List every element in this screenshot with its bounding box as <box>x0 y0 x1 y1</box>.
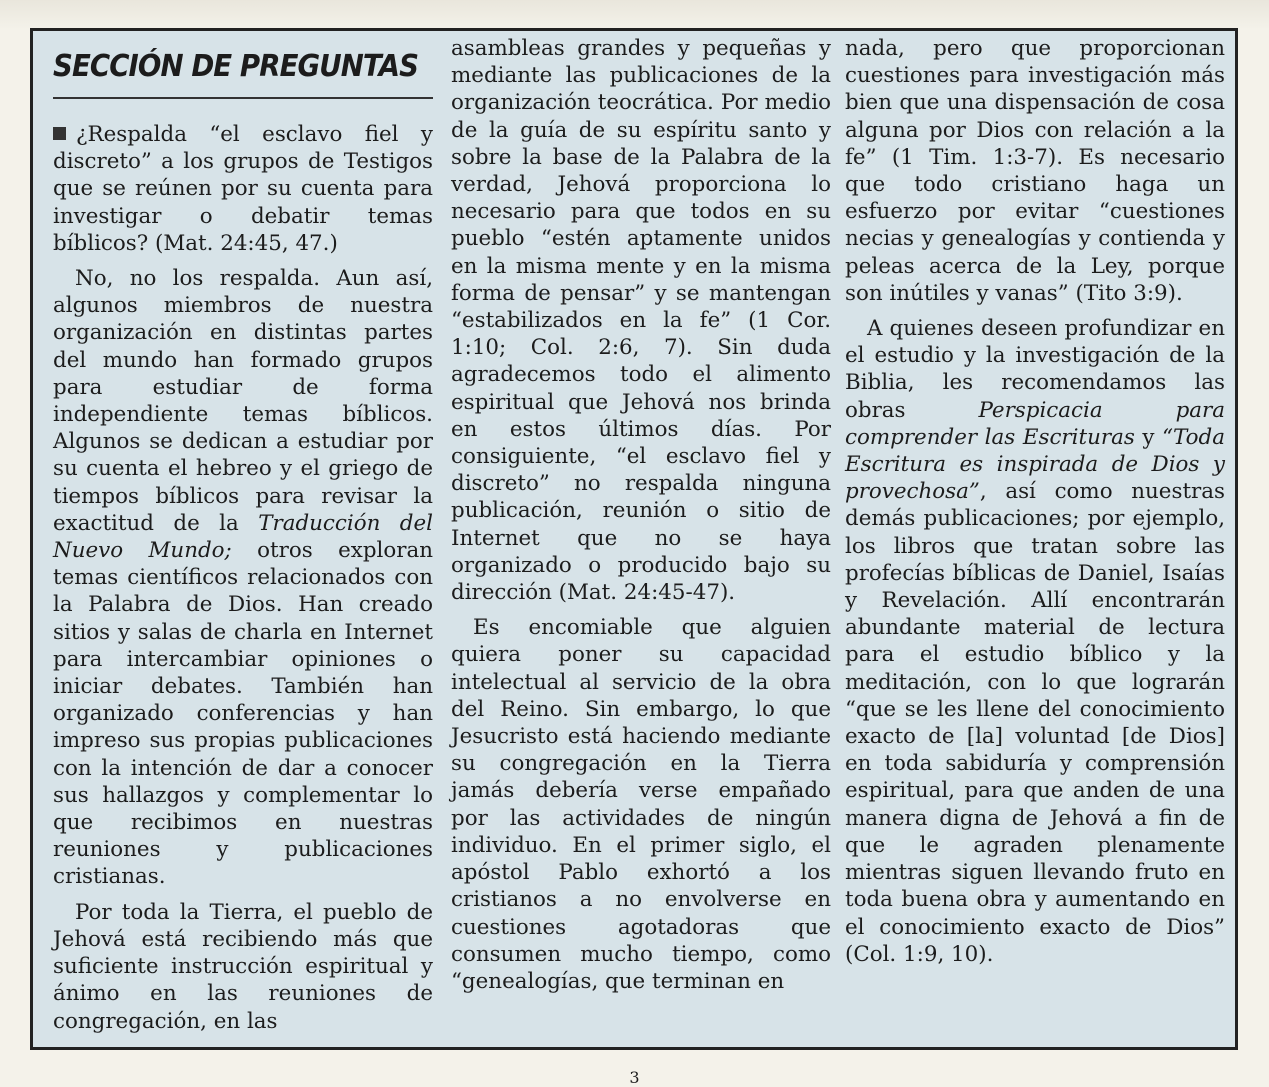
answer-text: nada, pero que proporcionan cuestiones para investigación más bien que una dispensación de cosa alguna por Dios con relación a la fe” (1 Tim. 1:3-7). Es necesario que todo cristiano haga un esfuerzo por evitar “cuestiones necias y genealogías y contienda y peleas acerca de la Ley, porque son inútiles y vanas” (Tito 3:9). <box>845 36 1225 306</box>
title-rule <box>53 97 433 99</box>
book-title-italic: Traducción del Nuevo Mundo; <box>53 510 433 564</box>
section-title: SECCIÓN DE PREGUNTAS <box>53 49 419 84</box>
square-bullet-icon <box>53 127 66 140</box>
column-1 <box>53 41 433 1043</box>
answer-text: A quienes deseen profundizar en el estudio y la investigación de la Biblia, les recomendamos las obras <box>845 316 1225 423</box>
answer-text: No, no los respalda. Aun así, algunos miembros de nuestra organización en distintas partes del mundo han formado grupos para estudiar de forma independiente temas bíblicos. Algunos se dedican a estudiar por su cuenta el hebreo y el griego de tiempos bíblicos para revisar la exactitud de la <box>53 266 433 536</box>
answer-paragraph-2-start <box>53 899 433 1035</box>
answer-text: Es encomiable que alguien quiera poner su capacidad intelectual al servicio de la obra del Reino. Sin embargo, lo que Jesucristo está haciendo mediante su congregación en la Tierra jamás debería verse empañado por las actividades de ningún individuo. En el primer siglo, el apóstol Pablo exhortó a los cristianos a no envolverse en cuestiones agotadoras que consumen mucho tiempo, como “genealogías, que terminan en <box>451 615 831 994</box>
answer-paragraph-3-start <box>451 614 831 995</box>
question-paragraph <box>53 121 433 257</box>
answer-text: Por toda la Tierra, el pueblo de Jehová está recibiendo más que suficiente instrucción espiritual y ánimo en las reuniones de congregación, en las <box>53 899 433 1034</box>
question-text: ¿Respalda “el esclavo fiel y discreto” a los grupos de Testigos que se reúnen por su cuenta para investigar o debatir temas bíblicos? (Mat. 24:45, 47.) <box>53 122 433 256</box>
answer-text: , así como nuestras demás publicaciones; por ejemplo, los libros que tratan sobre las profecías bíblicas de Daniel, Isaías y Revelación. Allí encontrarán abundante material de lectura para el estudio bíblico y la meditación, con lo que lograrán “que se les llene del conocimiento exacto de [la] voluntad [de Dios] en toda sabiduría y comprensión espiritual, para que anden de una manera digna de Jehová a fin de que le agraden plenamente mientras siguen llevando fruto en toda buena obra y aumentando en el conocimiento exacto de Dios” (Col. 1:9, 10). <box>845 479 1225 967</box>
answer-paragraph-1 <box>53 265 433 891</box>
question-box <box>30 28 1238 1050</box>
column-3 <box>845 35 1225 976</box>
answer-paragraph-4 <box>845 315 1225 968</box>
answer-text: asambleas grandes y pequeñas y mediante las publicaciones de la organización teocrática. Por medio de la guía de su espíritu santo y sobre la base de la Palabra de la verdad, Jehová proporciona lo necesario para que todos en su pueblo “estén aptamente unidos en la misma mente y en la misma forma de pensar” y se mantengan “estabilizados en la fe” (1 Cor. 1:10; Col. 2:6, 7). Sin duda agradecemos todo el alimento espiritual que Jehová nos brinda en estos últimos días. Por consiguiente, “el esclavo fiel y discreto” no respalda ninguna publicación, reunión o sitio de Internet que no se haya organizado o producido bajo su dirección (Mat. 24:45-47). <box>451 36 831 606</box>
page-number: 3 <box>629 1068 640 1087</box>
answer-text: y <box>1134 424 1163 450</box>
book-title-italic: “Toda Escritura es inspirada de Dios y provechosa” <box>845 424 1225 505</box>
previous-page-bleed <box>0 0 1269 30</box>
answer-text: otros exploran temas científicos relacionados con la Palabra de Dios. Han creado sitios y salas de charla en Internet para intercambiar opiniones o iniciar debates. También han organizado conferencias y han impreso sus propias publicaciones con la intención de dar a conocer sus hallazgos y complementar lo que recibimos en nuestras reuniones y publicaciones cristianas. <box>53 538 433 890</box>
answer-paragraph-3-cont <box>845 35 1225 307</box>
column-2 <box>451 35 831 1003</box>
answer-paragraph-2-cont <box>451 35 831 606</box>
book-title-italic: Perspicacia para comprender las Escrituras <box>845 397 1225 450</box>
